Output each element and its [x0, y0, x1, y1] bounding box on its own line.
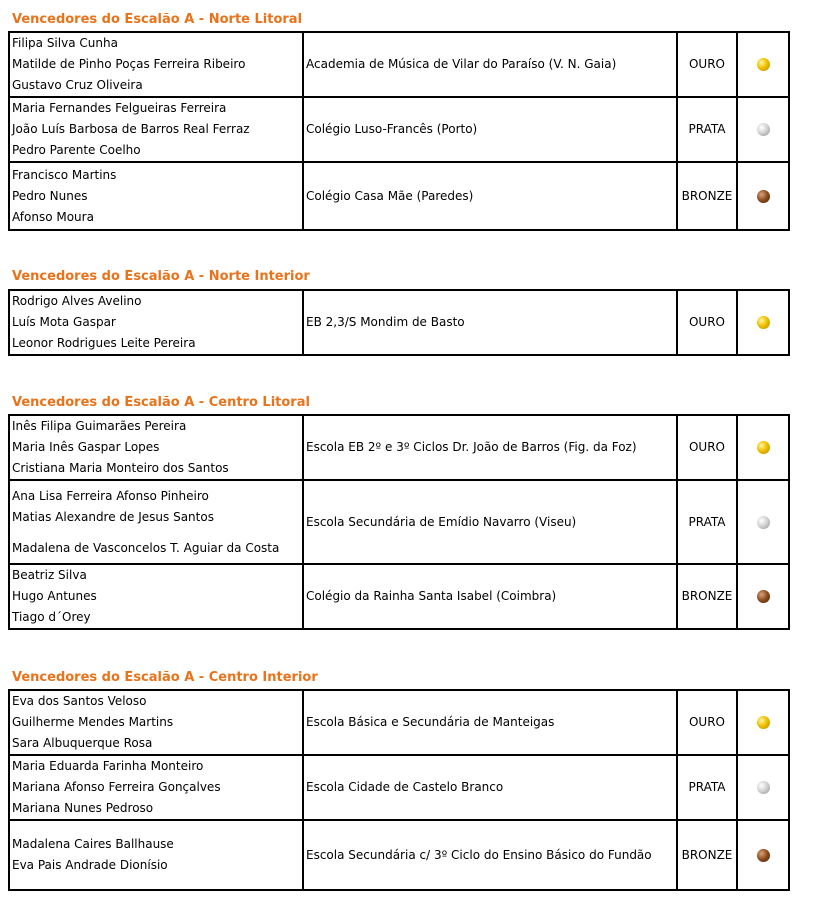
medal-label: PRATA	[677, 755, 737, 820]
section-title: Vencedores do Escalão A - Norte Interior	[12, 269, 310, 284]
table-row	[9, 32, 789, 97]
participant-name: Guilherme Mendes Martins	[12, 715, 174, 729]
school-cell: Escola Secundária c/ 3º Ciclo do Ensino Básico do Fundão	[303, 820, 677, 890]
section-title: Vencedores do Escalão A - Norte Litoral	[12, 12, 303, 27]
participant-name: Hugo Antunes	[12, 589, 97, 603]
table-row	[9, 480, 789, 564]
table-row	[9, 415, 789, 480]
participants-cell	[9, 415, 303, 480]
medal-icon-cell	[737, 162, 789, 230]
medal-label: OURO	[677, 415, 737, 480]
participants-cell	[9, 32, 303, 97]
school-cell: Escola EB 2º e 3º Ciclos Dr. João de Barros (Fig. da Foz)	[303, 415, 677, 480]
table-row	[9, 564, 789, 629]
participant-name: Maria Eduarda Farinha Monteiro	[12, 759, 204, 773]
participant-name: Pedro Parente Coelho	[12, 143, 141, 157]
participant-name: Luís Mota Gaspar	[12, 315, 116, 329]
table-row	[9, 162, 789, 230]
participant-name: Leonor Rodrigues Leite Pereira	[12, 336, 196, 350]
participant-name: Eva dos Santos Veloso	[12, 694, 147, 708]
participants-cell	[9, 564, 303, 629]
participants-cell	[9, 162, 303, 230]
gold-medal-icon	[757, 716, 770, 729]
silver-medal-icon	[757, 516, 770, 529]
medal-label: OURO	[677, 690, 737, 755]
medal-icon-cell	[737, 690, 789, 755]
medal-icon-cell	[737, 480, 789, 564]
school-cell: EB 2,3/S Mondim de Basto	[303, 290, 677, 355]
participant-name: Gustavo Cruz Oliveira	[12, 78, 143, 92]
participant-name: Maria Fernandes Felgueiras Ferreira	[12, 101, 227, 115]
participant-name: Inês Filipa Guimarães Pereira	[12, 419, 187, 433]
participant-name: Sara Albuquerque Rosa	[12, 736, 153, 750]
silver-medal-icon	[757, 781, 770, 794]
medal-label: PRATA	[677, 97, 737, 162]
participant-name: Mariana Nunes Pedroso	[12, 801, 154, 815]
participants-cell	[9, 290, 303, 355]
spacer	[12, 528, 302, 538]
school-cell: Colégio da Rainha Santa Isabel (Coimbra)	[303, 564, 677, 629]
medal-label: OURO	[677, 290, 737, 355]
school-cell: Escola Secundária de Emídio Navarro (Viseu)	[303, 480, 677, 564]
school-cell: Escola Básica e Secundária de Manteigas	[303, 690, 677, 755]
bronze-medal-icon	[757, 190, 770, 203]
participants-cell	[9, 97, 303, 162]
medal-label: OURO	[677, 32, 737, 97]
participant-name: Rodrigo Alves Avelino	[12, 294, 142, 308]
section-title: Vencedores do Escalão A - Centro Interior	[12, 670, 318, 685]
participant-name: João Luís Barbosa de Barros Real Ferraz	[12, 122, 250, 136]
participant-name: Pedro Nunes	[12, 188, 88, 203]
gold-medal-icon	[757, 58, 770, 71]
participant-name: Madalena Caires Ballhause	[12, 837, 174, 851]
table-row	[9, 755, 789, 820]
participant-name: Matilde de Pinho Poças Ferreira Ribeiro	[12, 57, 246, 71]
bronze-medal-icon	[757, 590, 770, 603]
medal-label: BRONZE	[677, 564, 737, 629]
medal-label: BRONZE	[677, 162, 737, 230]
bronze-medal-icon	[757, 849, 770, 862]
table-row	[9, 690, 789, 755]
medal-icon-cell	[737, 755, 789, 820]
medal-label: BRONZE	[677, 820, 737, 890]
participant-name: Afonso Moura	[12, 209, 94, 224]
medal-icon-cell	[737, 415, 789, 480]
gold-medal-icon	[757, 316, 770, 329]
school-cell: Academia de Música de Vilar do Paraíso (V. N. Gaia)	[303, 32, 677, 97]
school-cell: Escola Cidade de Castelo Branco	[303, 755, 677, 820]
school-cell: Colégio Luso-Francês (Porto)	[303, 97, 677, 162]
participant-name: Ana Lisa Ferreira Afonso Pinheiro	[12, 488, 209, 503]
participant-name: Tiago d´Orey	[12, 610, 91, 624]
medal-label: PRATA	[677, 480, 737, 564]
winners-table	[8, 289, 790, 356]
medal-icon-cell	[737, 820, 789, 890]
participant-name: Maria Inês Gaspar Lopes	[12, 440, 160, 454]
table-row	[9, 290, 789, 355]
gold-medal-icon	[757, 441, 770, 454]
participant-name: Francisco Martins	[12, 167, 117, 182]
medal-icon-cell	[737, 97, 789, 162]
silver-medal-icon	[757, 123, 770, 136]
participant-name: Beatriz Silva	[12, 568, 87, 582]
participants-cell	[9, 820, 303, 890]
participants-cell	[9, 480, 303, 564]
winners-table	[8, 31, 790, 231]
participants-cell	[9, 690, 303, 755]
participant-name: Madalena de Vasconcelos T. Aguiar da Costa	[12, 540, 280, 555]
participant-name: Matias Alexandre de Jesus Santos	[12, 509, 214, 524]
school-cell: Colégio Casa Mãe (Paredes)	[303, 162, 677, 230]
participant-name: Cristiana Maria Monteiro dos Santos	[12, 461, 229, 475]
table-row	[9, 820, 789, 890]
winners-table	[8, 689, 790, 891]
medal-icon-cell	[737, 32, 789, 97]
medal-icon-cell	[737, 564, 789, 629]
participant-name: Eva Pais Andrade Dionísio	[12, 858, 168, 872]
participant-name: Filipa Silva Cunha	[12, 36, 118, 50]
medal-icon-cell	[737, 290, 789, 355]
section-title: Vencedores do Escalão A - Centro Litoral	[12, 395, 310, 410]
participant-name: Mariana Afonso Ferreira Gonçalves	[12, 780, 221, 794]
participants-cell	[9, 755, 303, 820]
winners-table	[8, 414, 790, 630]
table-row	[9, 97, 789, 162]
